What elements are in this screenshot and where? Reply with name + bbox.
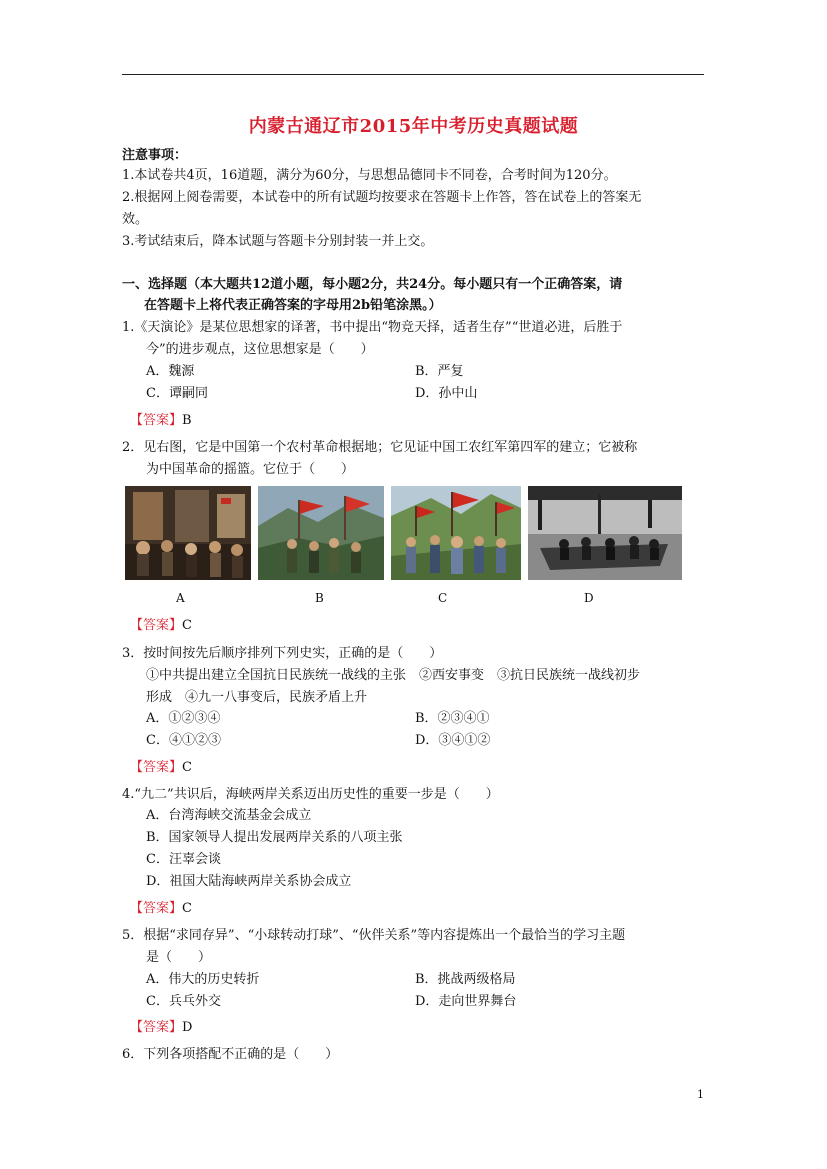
section-heading-line1: 一、选择题（本大题共12道小题，每小题2分，共24分。每小题只有一个正确答案，请 [122,277,623,292]
image-c-painting [391,486,521,580]
answer-tag: 【答案】 [130,1020,183,1035]
image-a-svg [125,486,251,580]
image-b-svg [258,486,384,580]
answer-tag: 【答案】 [130,901,183,916]
q5-option-b: B．挑战两级格局 [415,972,516,987]
q1-answer [130,411,192,431]
q1-answer-value: B [182,413,192,428]
q2-stem-line1: 2．见右图，它是中国第一个农村革命根据地；它见证中国工农红军第四军的建立；它被称 [122,440,638,455]
q5-answer [130,1018,192,1038]
q4-option-c: C．汪辜会谈 [146,852,221,867]
q3-answer [130,758,192,778]
q5-answer-value: D [182,1020,193,1035]
q5-stem-line2: 是（ ） [146,950,212,965]
q3-option-b: B．②③④① [415,711,490,726]
q1-option-a: A．魏源 [146,364,195,379]
q5-option-c: C．兵乓外交 [146,994,221,1009]
image-d-svg [528,486,682,580]
q3-stem-line2: ①中共提出建立全国抗日民族统一战线的主张 ②西安事变 ③抗日民族统一战线初步 [146,668,641,683]
answer-tag: 【答案】 [130,760,183,775]
q1-stem-line2: 今”的进步观点，这位思想家是（ ） [146,342,374,357]
q5-stem-line1: 5．根据“求同存异”、“小球转动打球”、“伙伴关系”等内容提炼出一个最恰当的学习主题 [122,928,626,943]
q1-stem-line1: 1.《天演论》是某位思想家的译著，书中提出“物竞天择，适者生存”“世道必进，后胜于 [122,320,623,335]
q3-answer-value: C [182,760,192,775]
q1-option-c: C．谭嗣同 [146,386,208,401]
notice-heading: 注意事项： [122,148,188,163]
q2-answer-value: C [182,618,192,633]
q4-option-d: D．祖国大陆海峡两岸关系协会成立 [146,874,352,889]
q3-option-d: D．③④①② [415,733,491,748]
image-a-painting [125,486,251,580]
image-label-d: D [584,591,594,605]
q5-option-a: A．伟大的历史转折 [146,972,260,987]
q2-stem-line2: 为中国革命的摇篮。它位于（ ） [146,462,355,477]
image-label-b: B [315,591,324,605]
image-c-svg [391,486,521,580]
image-label-a: A [176,591,185,605]
section-heading-line2: 在答题卡上将代表正确答案的字母用2b铅笔涂黑。） [144,298,442,313]
q1-option-b: B．严复 [415,364,464,379]
q2-answer [130,616,192,636]
q1-option-d: D．孙中山 [415,386,478,401]
q4-answer [130,899,192,919]
notice-item-2b: 效。 [122,212,149,227]
q5-option-d: D．走向世界舞台 [415,994,517,1009]
q4-answer-value: C [182,901,192,916]
answer-tag: 【答案】 [130,413,183,428]
q6-stem-line1: 6．下列各项搭配不正确的是（ ） [122,1047,339,1062]
header-rule [122,74,704,75]
page-number: 1 [697,1088,704,1101]
q3-stem-line1: 3．按时间按先后顺序排列下列史实，正确的是（ ） [122,646,443,661]
q4-option-a: A．台湾海峡交流基金会成立 [146,808,312,823]
image-d-photo [528,486,682,580]
notice-item-1: 1.本试卷共4页，16道题，满分为60分，与思想品德同卡不同卷，合考时间为120分。 [122,168,617,183]
notice-item-3: 3.考试结束后，降本试题与答题卡分别封装一并上交。 [122,234,434,249]
q3-option-c: C．④①②③ [146,733,221,748]
q4-option-b: B．国家领导人提出发展两岸关系的八项主张 [146,830,403,845]
image-b-painting [258,486,384,580]
q4-stem-line1: 4.“九二”共识后，海峡两岸关系迈出历史性的重要一步是（ ） [122,787,499,802]
notice-item-2a: 2.根据网上阅卷需要，本试卷中的所有试题均按要求在答题卡上作答，答在试卷上的答案无 [122,190,642,205]
q3-stem-line3: 形成 ④九一八事变后，民族矛盾上升 [146,690,368,705]
answer-tag: 【答案】 [130,618,183,633]
image-label-c: C [438,591,448,605]
page-title: 内蒙古通辽市2015年中考历史真题试题 [248,116,579,137]
q3-option-a: A．①②③④ [146,711,221,726]
